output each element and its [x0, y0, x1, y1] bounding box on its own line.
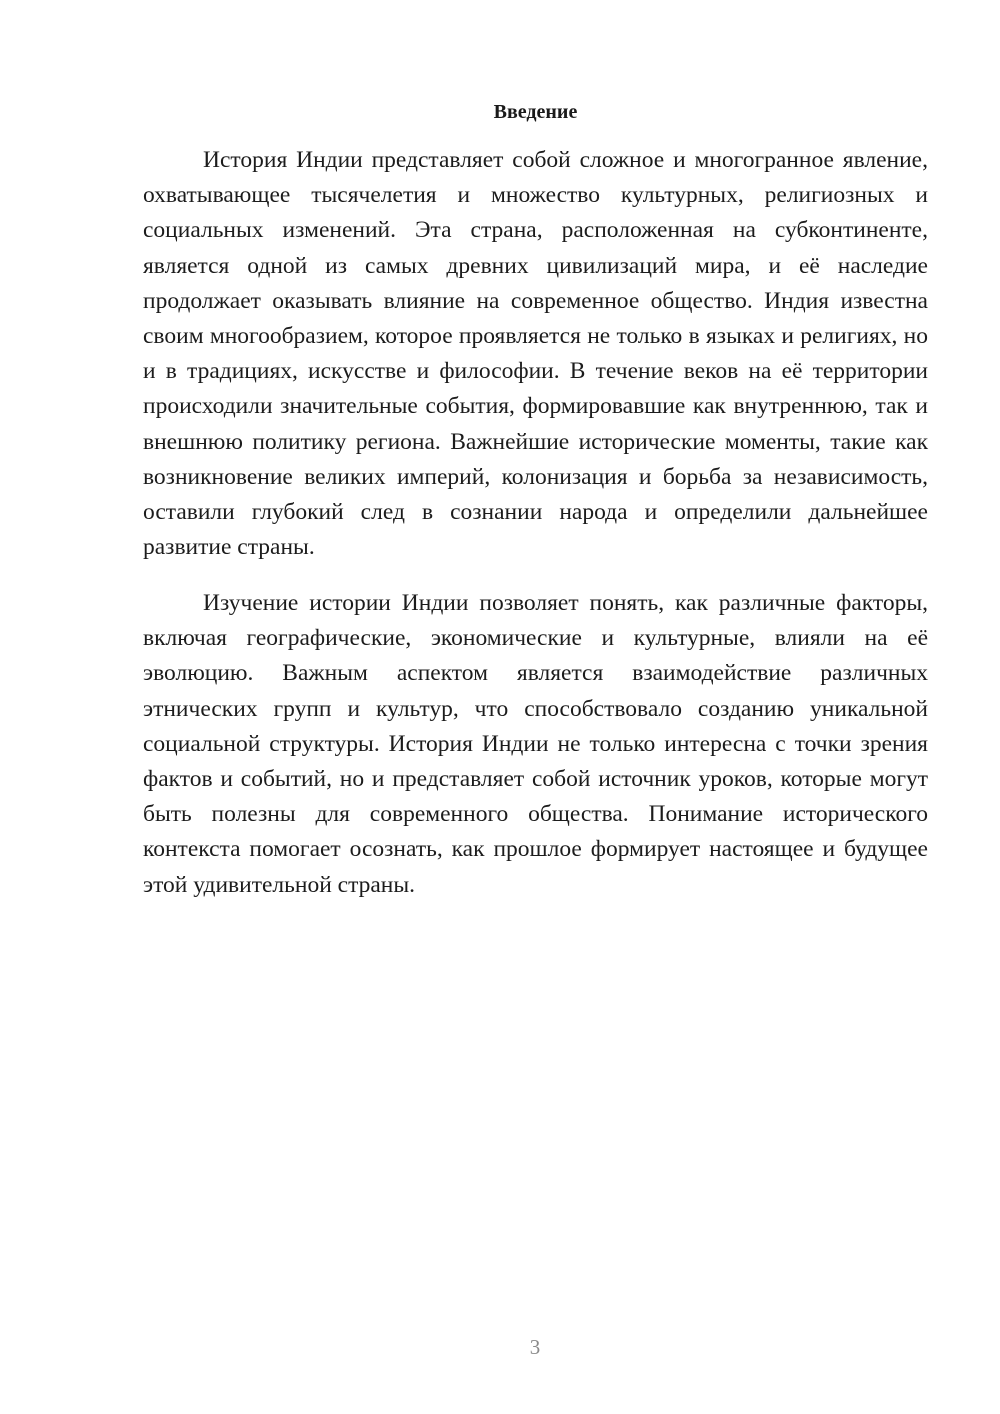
body-paragraph: История Индии представляет собой сложное и многогранное явление, охватывающее тысячелетия и множество культурных, религиозных и социальных изменений. Эта страна, расположенная на субконтиненте, является одной из самых древних цивилизаций мира, и её наследие продолжает оказывать влияние на современное общество. Индия известна своим многообразием, которое проявляется не только в языках и религиях, но и в традициях, искусстве и философии. В течение веков на её территории происходили значительные события, формировавшие как внутреннюю, так и внешнюю политику региона. Важнейшие исторические моменты, такие как возникновение великих империй, колонизация и борьба за независимость, оставили глубокий след в сознании народа и определили дальнейшее развитие страны.: [143, 147, 928, 561]
page-number: 3: [529, 1335, 541, 1359]
body-paragraph: Изучение истории Индии позволяет понять, как различные факторы, включая географические, экономические и культурные, влияли на её эволюцию. Важным аспектом является взаимодействие различных этнических групп и культур, что способствовало созданию уникальной социальной структуры. История Индии не только интересна с точки зрения фактов и событий, но и представляет собой источник уроков, которые могут быть полезны для современного общества. Понимание исторического контекста помогает осознать, как прошлое формирует настоящее и будущее этой удивительной страны.: [143, 590, 928, 898]
section-heading: Введение: [493, 101, 578, 123]
